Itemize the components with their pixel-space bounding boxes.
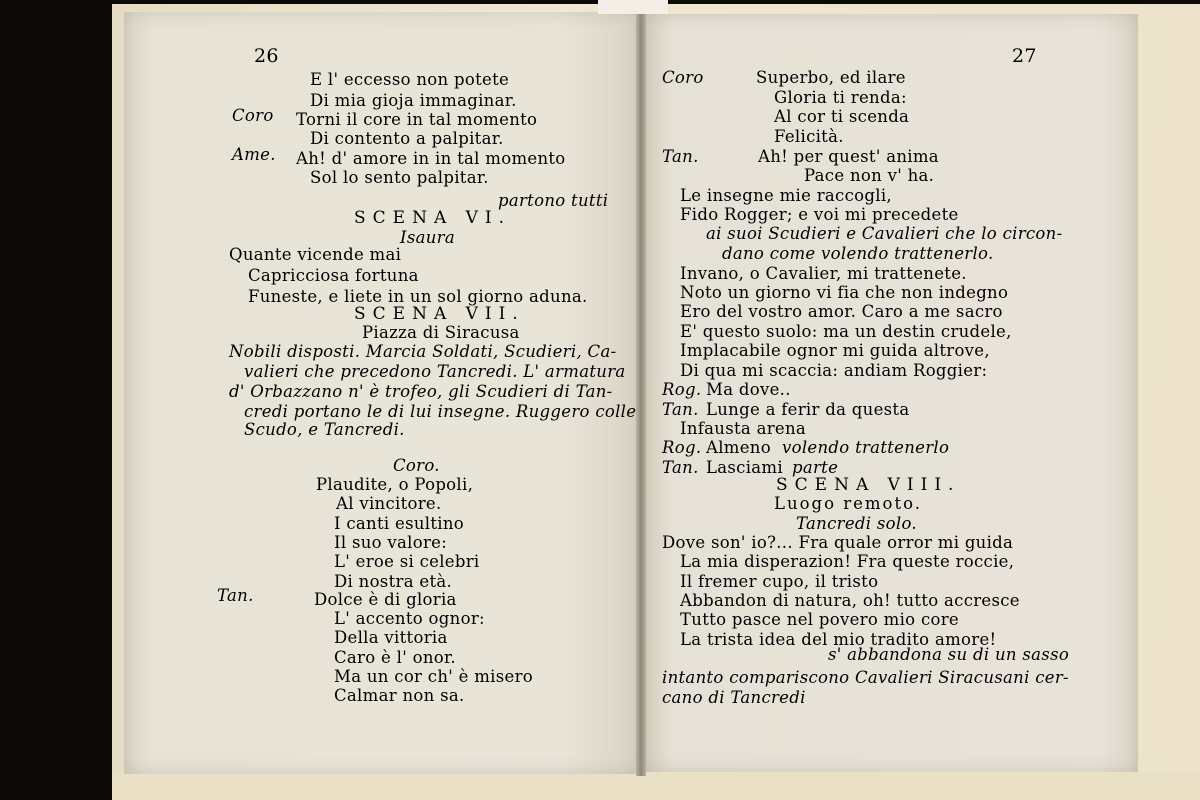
speaker-label: Tan. [662, 458, 699, 477]
speaker-label: Tan. [662, 400, 699, 419]
verse-line: Di contento a palpitar. [310, 129, 504, 148]
verse-line: Abbandon di natura, oh! tutto accresce [680, 591, 1020, 610]
scene-heading: SCENA VII. [354, 304, 525, 324]
scene-setting: Piazza di Siracusa [362, 323, 520, 342]
scene-setting: Luogo remoto. [774, 494, 923, 513]
speaker-label: Coro [662, 68, 704, 87]
page-number: 26 [254, 45, 279, 67]
verse-line: Invano, o Cavalier, mi trattenete. [680, 264, 967, 283]
stage-direction: ai suoi Scudieri e Cavalieri che lo circon- [706, 224, 1063, 243]
verse-line: E l' eccesso non potete [310, 70, 510, 89]
verse-line: Ah! d' amore in in tal momento [296, 149, 566, 168]
stage-direction: partono tutti [498, 191, 609, 210]
speaker-label: Rog. [662, 438, 702, 457]
stage-direction: Nobili disposti. Marcia Soldati, Scudieri, Ca- [229, 342, 617, 361]
verse-line: Pace non v' ha. [804, 166, 935, 185]
speaker-label: Coro [232, 106, 274, 125]
verse-line: Di qua mi scaccia: andiam Roggier: [680, 361, 988, 380]
scene-character: Tancredi solo. [796, 514, 917, 533]
verse-line: Ma un cor ch' è misero [334, 667, 534, 686]
book-gutter [636, 10, 646, 776]
verse-line: Di nostra età. [334, 572, 453, 591]
verse-line: Al vincitore. [336, 494, 442, 513]
verse-line: Il fremer cupo, il tristo [680, 572, 879, 591]
verse-line: La mia disperazion! Fra queste roccie, [680, 552, 1015, 571]
verse-line: Sol lo sento palpitar. [310, 168, 489, 187]
stage-direction: cano di Tancredi [662, 688, 806, 707]
verse-line: I canti esultino [334, 514, 465, 533]
verse-line: Caro è l' onor. [334, 648, 456, 667]
verse-line: E' questo suolo: ma un destin crudele, [680, 322, 1012, 341]
verse-line: Dolce è di gloria [314, 590, 457, 609]
verse-line: Al cor ti scenda [774, 107, 910, 126]
verse-line: Calmar non sa. [334, 686, 465, 705]
verse-line: Lasciami [706, 458, 783, 477]
verse-line: Dove son' io?... Fra quale orror mi guida [662, 533, 1014, 552]
verse-line: Quante vicende mai [229, 245, 402, 264]
verse-line: Almeno [706, 438, 771, 457]
scene-heading: SCENA VIII. [776, 475, 961, 495]
page-number: 27 [1012, 45, 1037, 67]
stage-direction: parte [792, 458, 839, 477]
verse-line: Della vittoria [334, 628, 448, 647]
stage-direction: volendo trattenerlo [782, 438, 950, 457]
stage-direction: Scudo, e Tancredi. [244, 420, 405, 439]
stage-direction: s' abbandona su di un sasso [828, 645, 1070, 664]
cardboard-edge [112, 772, 1200, 800]
verse-line: Di mia gioja immaginar. [310, 91, 517, 110]
speaker-label: Tan. [662, 147, 699, 166]
verse-line: Ma dove.. [706, 380, 791, 399]
verse-line: Plaudite, o Popoli, [316, 475, 474, 494]
speaker-label: Ame. [232, 145, 276, 164]
verse-line: L' eroe si celebri [334, 552, 480, 571]
verse-line: La trista idea del mio tradito amore! [680, 630, 997, 649]
stage-direction: intanto compariscono Cavalieri Siracusani cer- [662, 668, 1069, 687]
verse-line: Noto un giorno vi fia che non indegno [680, 283, 1009, 302]
verse-line: Infausta arena [680, 419, 807, 438]
scene-character: Isaura [400, 228, 455, 247]
verse-line: Superbo, ed ilare [756, 68, 906, 87]
speaker-label: Rog. [662, 380, 702, 399]
verse-line: Il suo valore: [334, 533, 448, 552]
scene-heading: SCENA VI. [354, 208, 512, 228]
verse-line: Tutto pasce nel povero mio core [680, 610, 959, 629]
stage-direction: d' Orbazzano n' è trofeo, gli Scudieri di Tan- [229, 382, 613, 401]
verse-line: Lunge a ferir da questa [706, 400, 910, 419]
verse-line: Gloria ti renda: [774, 88, 907, 107]
verse-line: Torni il core in tal momento [296, 110, 538, 129]
speaker-label: Tan. [217, 586, 254, 605]
verse-line: Implacabile ognor mi guida altrove, [680, 341, 990, 360]
stage-direction: credi portano le di lui insegne. Ruggero colle [244, 402, 637, 421]
verse-line: Capricciosa fortuna [248, 266, 419, 285]
verse-line: Funeste, e liete in un sol giorno aduna. [248, 287, 588, 306]
verse-line: Le insegne mie raccogli, [680, 186, 892, 205]
stage-direction: valieri che precedono Tancredi. L' armatura [244, 362, 626, 381]
verse-line: Fido Rogger; e voi mi precedete [680, 205, 959, 224]
verse-line: L' accento ognor: [334, 609, 485, 628]
chorus-label: Coro. [393, 456, 440, 475]
verse-line: Ero del vostro amor. Caro a me sacro [680, 302, 1003, 321]
verse-line: Ah! per quest' anima [758, 147, 939, 166]
stage-direction: dano come volendo trattenerlo. [722, 244, 994, 263]
binding-tape [598, 0, 668, 14]
verse-line: Felicità. [774, 127, 844, 146]
